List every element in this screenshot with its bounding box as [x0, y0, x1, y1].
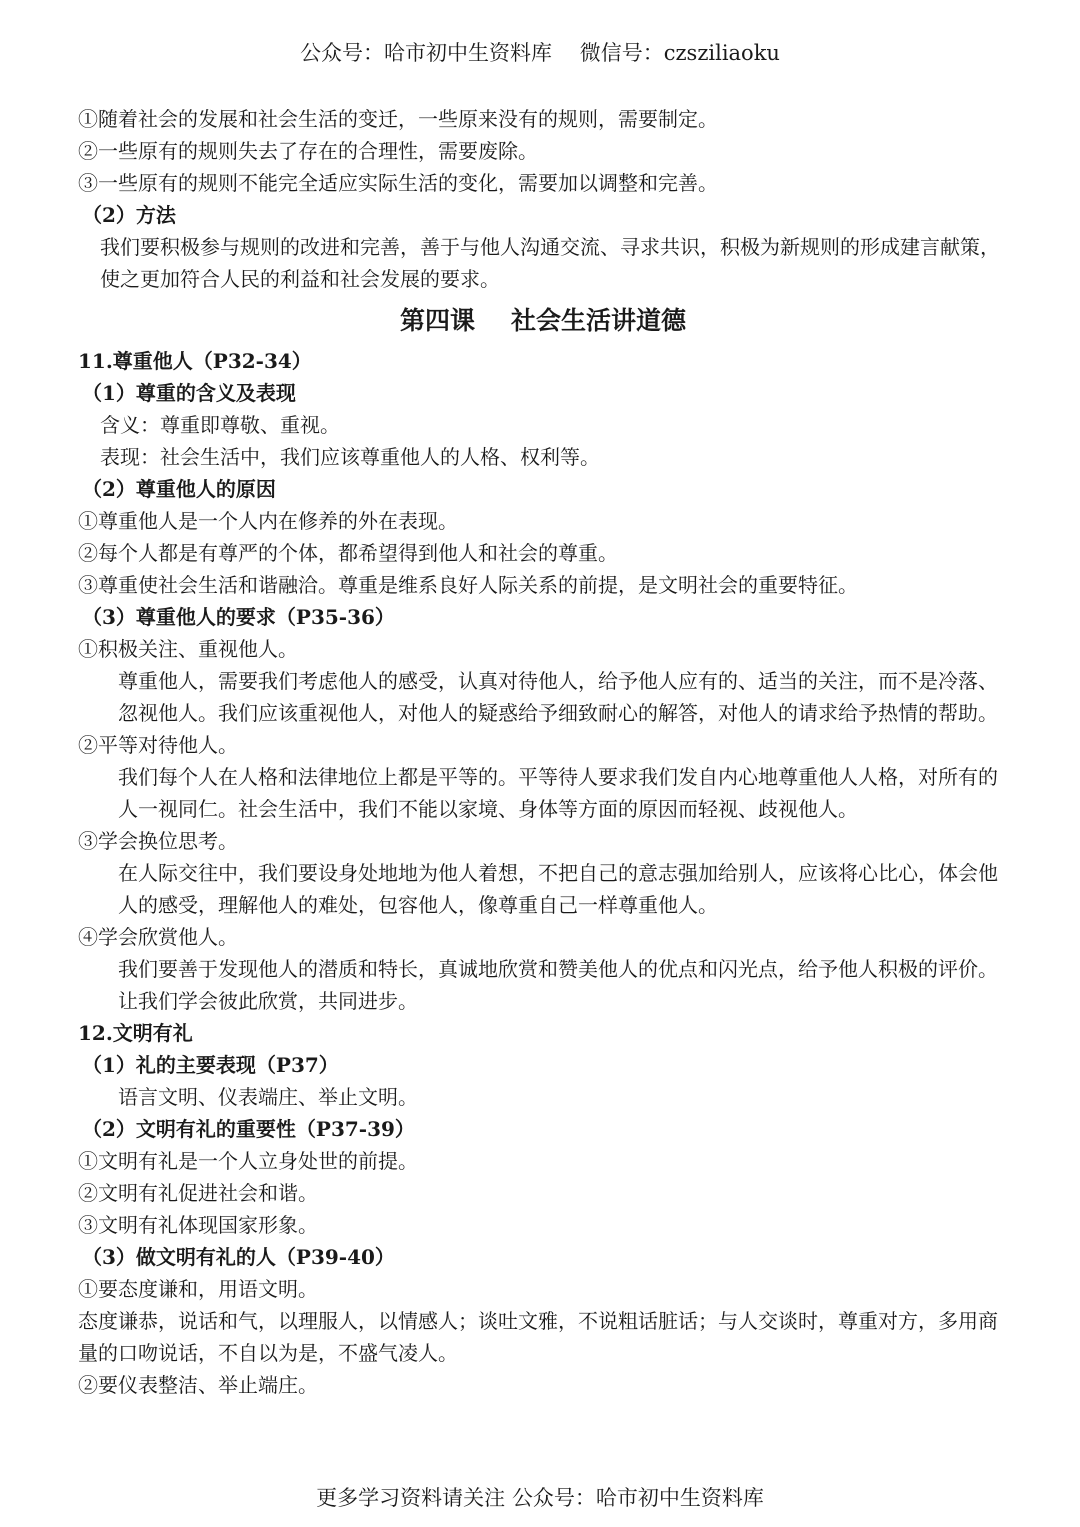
requirement-text: 在人际交往中，我们要设身处地地为他人着想，不把自己的意志强加给别人，应该将心比心，体会他人的感受，理解他人的难处，包容他人，像尊重自己一样尊重他人。: [118, 861, 998, 917]
requirement-text: 尊重他人，需要我们考虑他人的感受，认真对待他人，给予他人应有的、适当的关注，而不是冷落、忽视他人。我们应该重视他人，对他人的疑惑给予细致耐心的解答，对他人的请求给予热情的帮助。: [118, 669, 998, 725]
practice-title: ①要态度谦和，用语文明。: [78, 1277, 318, 1301]
section-heading-12: 12.文明有礼: [78, 1021, 193, 1045]
requirement-title: ②平等对待他人。: [78, 733, 238, 757]
section-heading-11: 11.尊重他人（P32-34）: [78, 349, 312, 373]
rule-item: ②一些原有的规则失去了存在的合理性，需要废除。: [78, 139, 538, 163]
method-heading: （2）方法: [82, 203, 176, 227]
requirement-title: ①积极关注、重视他人。: [78, 637, 298, 661]
requirement-title: ③学会换位思考。: [78, 829, 238, 853]
page-footer: 更多学习资料请关注 公众号：哈市初中生资料库: [316, 1486, 764, 1510]
document-body: [78, 103, 1008, 1401]
subsection-heading: （1）尊重的含义及表现: [82, 381, 296, 405]
subsection-heading: （3）做文明有礼的人（P39-40）: [82, 1245, 395, 1269]
importance-item: ②文明有礼促进社会和谐。: [78, 1181, 318, 1205]
method-text: 我们要积极参与规则的改进和完善，善于与他人沟通交流、寻求共识，积极为新规则的形成建言献策，使之更加符合人民的利益和社会发展的要求。: [100, 235, 1000, 291]
lesson-name: 社会生活讲道德: [511, 306, 687, 335]
requirement-text: 我们每个人在人格和法律地位上都是平等的。平等待人要求我们发自内心地尊重他人人格，对所有的人一视同仁。社会生活中，我们不能以家境、身体等方面的原因而轻视、歧视他人。: [118, 765, 998, 821]
importance-item: ①文明有礼是一个人立身处世的前提。: [78, 1149, 418, 1173]
page-header: 公众号：哈市初中生资料库 微信号：czsziliaoku: [300, 41, 780, 65]
rule-item: ①随着社会的发展和社会生活的变迁，一些原来没有的规则，需要制定。: [78, 107, 718, 131]
expression-text: 表现：社会生活中，我们应该尊重他人的人格、权利等。: [100, 445, 600, 469]
subsection-heading: （2）文明有礼的重要性（P37-39）: [82, 1117, 415, 1141]
requirement-text: 我们要善于发现他人的潜质和特长，真诚地欣赏和赞美他人的优点和闪光点，给予他人积极的评价。让我们学会彼此欣赏，共同进步。: [118, 957, 998, 1013]
subsection-heading: （3）尊重他人的要求（P35-36）: [82, 605, 395, 629]
requirement-title: ④学会欣赏他人。: [78, 925, 238, 949]
lesson-number: 第四课: [399, 306, 475, 335]
importance-item: ③文明有礼体现国家形象。: [78, 1213, 318, 1237]
practice-text: 态度谦恭，说话和气，以理服人，以情感人；谈吐文雅，不说粗话脏话；与人交谈时，尊重对方，多用商量的口吻说话，不自以为是，不盛气凌人。: [78, 1309, 998, 1365]
rule-item: ③一些原有的规则不能完全适应实际生活的变化，需要加以调整和完善。: [78, 171, 718, 195]
subsection-heading: （1）礼的主要表现（P37）: [82, 1053, 339, 1077]
reason-item: ②每个人都是有尊严的个体，都希望得到他人和社会的尊重。: [78, 541, 618, 565]
lesson-title: [78, 299, 1008, 343]
subsection-heading: （2）尊重他人的原因: [82, 477, 276, 501]
practice-title: ②要仪表整洁、举止端庄。: [78, 1373, 318, 1397]
meaning-text: 含义：尊重即尊敬、重视。: [100, 413, 340, 437]
reason-item: ①尊重他人是一个人内在修养的外在表现。: [78, 509, 458, 533]
reason-item: ③尊重使社会生活和谐融洽。尊重是维系良好人际关系的前提，是文明社会的重要特征。: [78, 573, 858, 597]
manners-text: 语言文明、仪表端庄、举止文明。: [118, 1085, 418, 1109]
